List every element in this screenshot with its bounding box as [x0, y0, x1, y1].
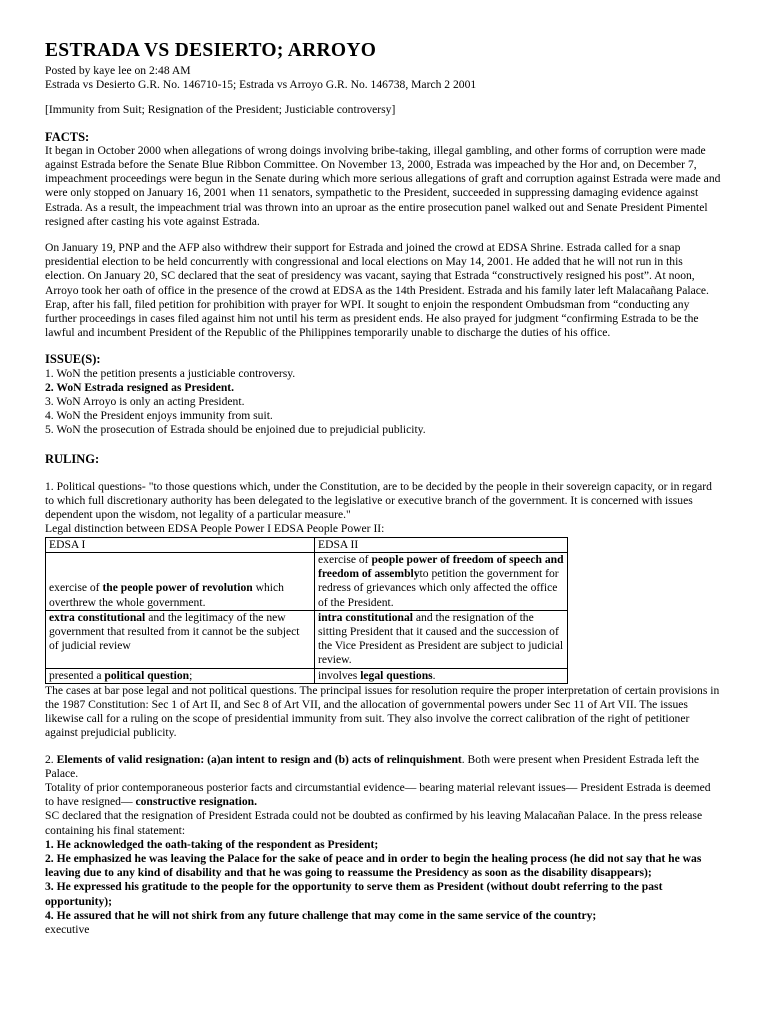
- resignation-elements: 2. Elements of valid resignation: (a)an intent to resign and (b) acts of relinquishment. Both were present when President Estrada left the Palace.: [45, 752, 700, 780]
- ruling-heading: RULING:: [45, 451, 100, 466]
- case-citation: Estrada vs Desierto G.R. No. 146710-15; Estrada vs Arroyo G.R. No. 146738, March 2 2001: [45, 78, 477, 92]
- ruling-paragraph-2: The cases at bar pose legal and not political questions. The principal issues for resolution require the proper interpretation of certain provisions in the 1987 Constitution: Sec 1 of Art II, and Sec 8 of Art VII, and the allocation of governmental powers under Sec 11 of Art VII. The issues likewise call for a ruling on the scope of presidential immunity from suit. They also involve the correct calibration of the right of petitioner against prejudicial publicity.: [45, 683, 720, 740]
- ruling-paragraph-1: 1. Political questions- "to those questions which, under the Constitution, are to be decided by the people in their sovereign capacity, or in regard to which full discretionary authority has been delegated to the legislative or executive branch of the government. It is concerned with issues dependent upon the wisdom, not legality of a particular measure.": [45, 479, 712, 522]
- table-row: [46, 668, 568, 683]
- table-cell: extra constitutional and the legitimacy of the new government that resulted from it cannot be the subject of judicial review: [46, 610, 315, 668]
- table-row: [46, 610, 568, 668]
- issues-heading: ISSUE(S):: [45, 352, 101, 367]
- issue-item: 2. WoN Estrada resigned as President.: [45, 380, 235, 394]
- list-item: 4. He assured that he will not shirk from any future challenge that may come in the same service of the country;: [45, 908, 597, 922]
- table-cell: involves legal questions.: [315, 668, 568, 683]
- page-title: ESTRADA VS DESIERTO; ARROYO: [45, 40, 377, 61]
- table-row: [46, 552, 568, 610]
- list-item: 1. He acknowledged the oath-taking of the respondent as President;: [45, 837, 379, 851]
- list-item: 2. He emphasized he was leaving the Palace for the sake of peace and in order to begin the healing process (he did not say that he was leaving due to any kind of disability and that he was going to reassume the Presidency as soon as the disability disappears);: [45, 851, 702, 880]
- topic-tags: [Immunity from Suit; Resignation of the President; Justiciable controversy]: [45, 103, 396, 117]
- issues-list: [45, 367, 721, 438]
- table-cell: exercise of people power of freedom of speech and freedom of assemblyto petition the government for redress of grievances which only affected the office of the President.: [315, 552, 568, 610]
- document-page: [45, 40, 721, 937]
- list-item: 3. He expressed his gratitude to the people for the opportunity to serve them as President (without doubt referring to the past opportunity);: [45, 880, 663, 908]
- facts-heading: FACTS:: [45, 129, 90, 144]
- table-header-edsa-2: EDSA II: [315, 537, 568, 552]
- issue-item: 5. WoN the prosecution of Estrada should be enjoined due to prejudicial publicity.: [45, 423, 426, 437]
- table-intro: Legal distinction between EDSA People Power I EDSA People Power II:: [45, 522, 385, 536]
- table-cell: intra constitutional and the resignation of the sitting President that it caused and the succession of the Vice President as President are subject to judicial review.: [315, 610, 568, 668]
- post-meta: Posted by kaye lee on 2:48 AM: [45, 64, 191, 77]
- statement-list: [45, 838, 721, 937]
- issue-item: 3. WoN Arroyo is only an acting President.: [45, 395, 245, 409]
- issue-item: 4. WoN the President enjoys immunity from suit.: [45, 409, 273, 423]
- edsa-comparison-table: [45, 537, 568, 684]
- table-header-edsa-1: EDSA I: [46, 537, 315, 552]
- table-cell: presented a political question;: [46, 668, 315, 683]
- facts-paragraph-1: It began in October 2000 when allegations of wrong doings involving bribe-taking, illegal gambling, and other forms of corruption were made against Estrada before the Senate Blue Ribbon Committee. On November 13, 2000, Estrada was impeached by the Hor and, on December 7, impeachment proceedings were begun in the Senate during which more serious allegations of graft and corruption against Estrada were made and were only stopped on January 16, 2001 when 11 senators, sympathetic to the President, succeeded in suppressing damaging evidence against Estrada. As a result, the impeachment trial was thrown into an uproar as the entire prosecution panel walked out and Senate President Pimentel resigned after casting his vote against Estrada.: [45, 143, 721, 228]
- facts-paragraph-2: On January 19, PNP and the AFP also withdrew their support for Estrada and joined the crowd at EDSA Shrine. Estrada called for a snap presidential election to be held concurrently with congressional and local elections on May 14, 2001. He added that he will not run in this election. On January 20, SC declared that the seat of presidency was vacant, saying that Estrada “constructively resigned his post”. At noon, Arroyo took her oath of office in the presence of the crowd at EDSA as the 14th President. Estrada and his family later left Malacañang Palace. Erap, after his fall, filed petition for prohibition with prayer for WPI. It sought to enjoin the respondent Ombudsman from “conducting any further proceedings in cases filed against him not until his term as president ends. He also prayed for judgment “confirming Estrada to be the lawful and incumbent President of the Republic of the Philippines temporarily unable to discharge the duties of his office.: [45, 241, 709, 340]
- ruling-paragraph-5: SC declared that the resignation of President Estrada could not be doubted as confirmed by his leaving Malacañan Palace. In the press release containing his final statement:: [45, 809, 703, 837]
- table-row: [46, 537, 568, 552]
- issue-item: 1. WoN the petition presents a justiciable controversy.: [45, 366, 296, 380]
- table-cell: exercise of the people power of revolution which overthrew the whole government.: [46, 552, 315, 610]
- constructive-resignation: Totality of prior contemporaneous posterior facts and circumstantial evidence— bearing material relevant issues— President Estrada is deemed to have resigned— constructive resignation.: [45, 780, 711, 809]
- trailing-text: executive: [45, 922, 90, 936]
